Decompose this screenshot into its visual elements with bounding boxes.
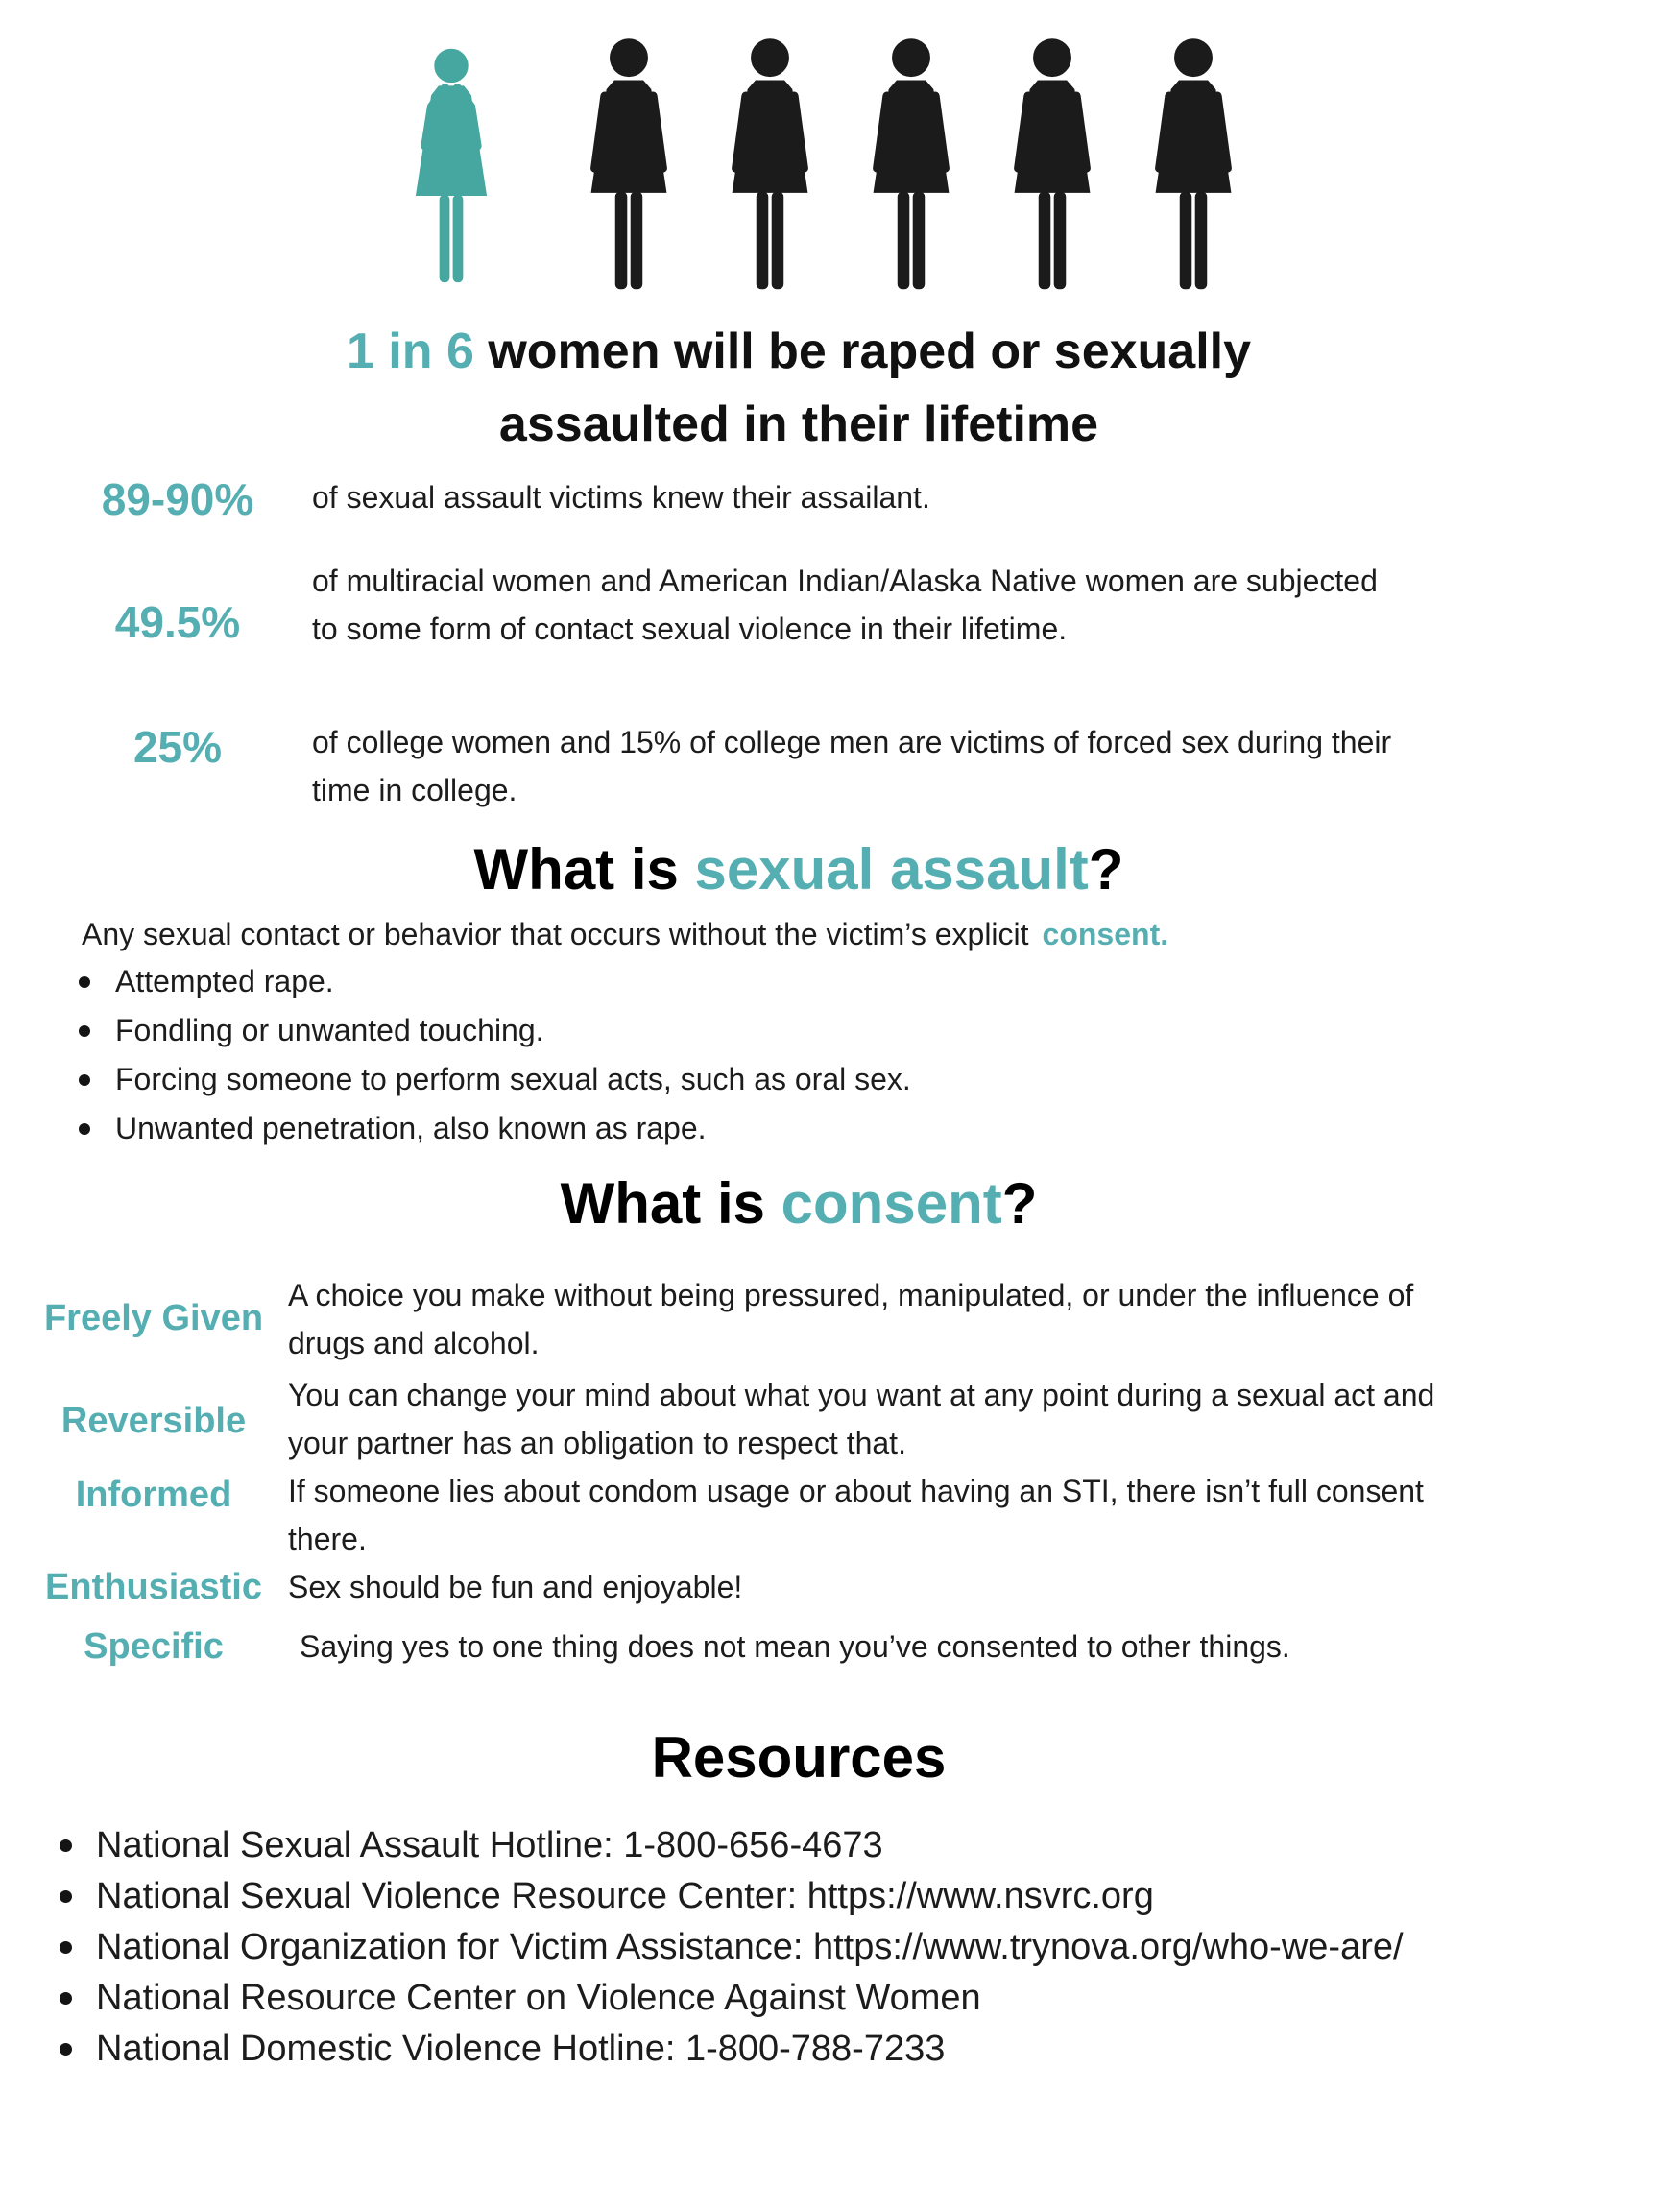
woman-icon [1139,36,1248,296]
list-item: Fondling or unwanted touching. [77,1006,911,1055]
consent-text: You can change your mind about what you want at any point during a sexual act and your partner has an obligation to respect that. [288,1378,1435,1460]
consent-text: Sex should be fun and enjoyable! [288,1570,743,1604]
list-item: National Domestic Violence Hotline: 1-800-788-7233 [60,2024,1404,2075]
stat-value: 89-90% [101,474,254,524]
stat-text: of college women and 15% of college men are victims of forced sex during their time in college. [312,725,1392,807]
headline-line2: assaulted in their lifetime [498,397,1099,452]
section-heading-consent: What is consent? [560,1171,1038,1236]
one-in-six-figures [0,0,1659,317]
consent-text: A choice you make without being pressured, manipulated, or under the influence of drugs and alcohol. [288,1278,1414,1360]
stat-value: 49.5% [114,597,241,647]
section-heading-sexual-assault: What is sexual assault? [473,837,1124,902]
sexual-assault-definition: Any sexual contact or behavior that occurs without the victim’s explicit consent. [82,917,1169,951]
stat-text: of sexual assault victims knew their assailant. [312,480,930,515]
headline-highlight: 1 in 6 [346,324,474,379]
section-heading-resources: Resources [651,1725,947,1790]
consent-label-freely-given: Freely Given [43,1298,264,1338]
woman-crying-icon [397,45,505,288]
consent-label-specific: Specific [84,1626,224,1667]
woman-icon [998,36,1107,296]
list-item: Forcing someone to perform sexual acts, such as oral sex. [77,1055,911,1104]
headline [0,315,1598,461]
resources-list [60,1820,1404,2075]
list-item: Unwanted penetration, also known as rape. [77,1104,911,1153]
consent-text: Saying yes to one thing does not mean you’ve consented to other things. [300,1629,1290,1664]
stat-text: of multiracial women and American Indian/Alaska Native women are subjected to some form of contact sexual violence in their lifetime. [312,564,1378,646]
headline-line1: 1 in 6 women will be raped or sexually [346,324,1252,379]
woman-icon [574,36,684,296]
consent-label-enthusiastic: Enthusiastic [45,1567,262,1607]
list-item: Attempted rape. [77,957,911,1006]
woman-icon [856,36,966,296]
sexual-assault-bullet-list [77,957,911,1153]
list-item: National Sexual Violence Resource Center: https://www.nsvrc.org [60,1871,1404,1922]
consent-text: If someone lies about condom usage or about having an STI, there isn’t full consent there. [288,1474,1424,1556]
consent-label-reversible: Reversible [60,1401,247,1441]
list-item: National Organization for Victim Assistance: https://www.trynova.org/who-we-are/ [60,1922,1404,1973]
stat-value: 25% [132,722,223,772]
consent-highlight: consent. [1042,917,1169,951]
consent-label-informed: Informed [75,1475,232,1515]
woman-icon [715,36,825,296]
list-item: National Resource Center on Violence Against Women [60,1973,1404,2024]
list-item: National Sexual Assault Hotline: 1-800-656-4673 [60,1820,1404,1871]
